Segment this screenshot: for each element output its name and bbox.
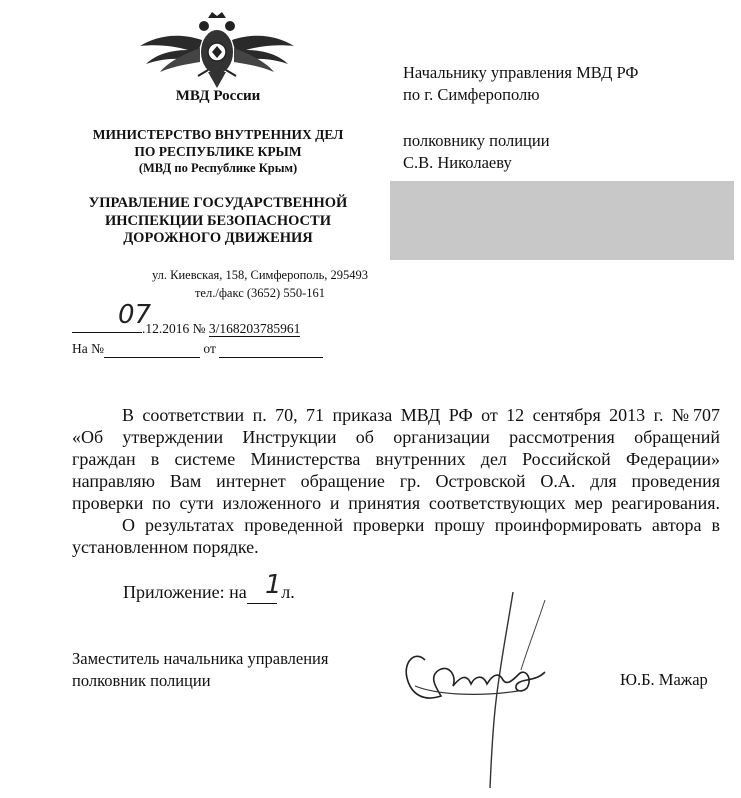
handwritten-day: 07 xyxy=(118,300,152,330)
number-value: 3/168203785961 xyxy=(208,321,301,336)
signatory-position xyxy=(72,648,328,692)
ministry-block xyxy=(40,126,396,177)
redacted-area xyxy=(390,181,734,260)
reply-reference-line xyxy=(72,341,372,358)
reply-prefix: На № xyxy=(72,341,104,356)
phone-line: тел./факс (3652) 550-161 xyxy=(194,286,326,300)
date-rest: .12.2016 xyxy=(142,321,190,336)
reply-date-blank xyxy=(219,341,323,358)
handwritten-attachment-count: 1 xyxy=(265,570,282,600)
body-line: граждан в системе Министерства внутренних дел Российской Федерации» xyxy=(72,449,720,469)
reply-number-blank xyxy=(104,341,200,358)
body-line: проверки по сути изложенного и принятия соответствующих мер реагирования. xyxy=(72,493,720,513)
body-line: установленном порядке. xyxy=(72,537,259,557)
signatory-position-line1: Заместитель начальника управления xyxy=(72,649,329,668)
handwritten-signature xyxy=(395,590,575,790)
address-line: ул. Киевская, 158, Симферополь, 295493 xyxy=(151,268,369,282)
department-block xyxy=(40,195,396,248)
attachment-unit: л. xyxy=(281,582,295,602)
addressee-block xyxy=(403,62,638,174)
signatory-position-line2: полковник полиции xyxy=(72,671,211,690)
addressee-line4: С.В. Николаеву xyxy=(403,153,512,172)
address-block xyxy=(110,266,410,302)
emblem-label: МВД России xyxy=(175,88,261,104)
department-name-line1: УПРАВЛЕНИЕ ГОСУДАРСТВЕННОЙ xyxy=(88,195,348,211)
ministry-name-line2: ПО РЕСПУБЛИКЕ КРЫМ xyxy=(134,144,302,159)
ministry-name-line1: МИНИСТЕРСТВО ВНУТРЕННИХ ДЕЛ xyxy=(92,127,344,142)
addressee-line2: по г. Симферополю xyxy=(403,85,540,104)
department-name-line3: ДОРОЖНОГО ДВИЖЕНИЯ xyxy=(123,230,313,246)
number-label: № xyxy=(192,321,206,336)
ministry-name-line3: (МВД по Республике Крым) xyxy=(138,161,298,175)
signatory-name: Ю.Б. Мажар xyxy=(620,670,708,689)
letter-body xyxy=(72,404,720,558)
attachment-label: Приложение: на xyxy=(123,582,247,602)
eagle-emblem-icon xyxy=(138,10,296,90)
outgoing-number-line xyxy=(72,318,372,337)
addressee-line1: Начальнику управления МВД РФ xyxy=(403,63,639,82)
addressee-line3: полковнику полиции xyxy=(403,131,550,150)
body-line: В соответствии п. 70, 71 приказа МВД РФ от 12 сентября 2013 г. №707 xyxy=(122,405,720,425)
reply-from-label: от xyxy=(203,341,216,356)
body-line: направляю Вам интернет обращение гр. Островской О.А. для проведения xyxy=(72,471,720,491)
department-name-line2: ИНСПЕКЦИИ БЕЗОПАСНОСТИ xyxy=(105,212,331,229)
body-line: О результатах проведенной проверки прошу проинформировать автора в xyxy=(122,515,720,535)
body-line: «Об утверждении Инструкции об организации рассмотрения обращений xyxy=(72,427,720,447)
